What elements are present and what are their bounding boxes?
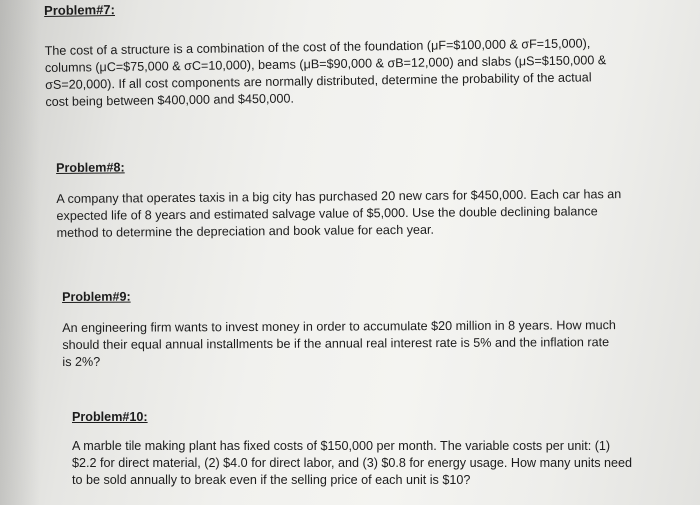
text-line: method to determine the depreciation and book value for each year.: [56, 222, 435, 240]
problem-8: [56, 155, 622, 242]
problem-7-heading: Problem#7:: [44, 2, 116, 18]
problem-9-text: [62, 317, 616, 371]
text-line: should their equal annual installments be if the annual real interest rate is 5% and the inflation rate: [62, 335, 610, 352]
text-line: cost being between $400,000 and $450,000.: [45, 91, 295, 109]
text-line: to be sold annually to break even if the selling price of each unit is $10?: [72, 473, 471, 487]
text-line: columns (μC=$75,000 & σC=10,000), beams (μB=$90,000 & σB=12,000) and slabs (μS=$150,000 &: [44, 53, 607, 75]
problem-10-text: [72, 438, 632, 489]
text-line: The cost of a structure is a combination of the cost of the foundation (μF=$100,000 & σF=15,000),: [44, 36, 591, 58]
text-line: $2.2 for direct material, (2) $4.0 for direct labor, and (3) $0.8 for energy usage. How many units need: [72, 456, 633, 470]
problem-10: [72, 409, 632, 489]
text-line: σS=20,000). If all cost components are normally distributed, determine the probability of the actual: [45, 70, 592, 92]
problem-9: [62, 286, 616, 371]
text-line: A marble tile making plant has fixed costs of $150,000 per month. The variable costs per unit: (1): [72, 439, 611, 453]
problem-8-text: [56, 186, 621, 242]
page-shadow: [0, 0, 40, 505]
problem-7: [44, 0, 607, 111]
text-line: A company that operates taxis in a big city has purchased 20 new cars for $450,000. Each car has an: [56, 187, 622, 206]
text-line: An engineering firm wants to invest money in order to accumulate $20 million in 8 years. How much: [62, 318, 616, 335]
problem-9-heading: Problem#9:: [62, 289, 131, 304]
problem-10-heading: Problem#10:: [72, 410, 148, 424]
problem-8-heading: Problem#8:: [56, 160, 125, 175]
text-line: is 2%?: [62, 354, 101, 369]
problem-7-text: [45, 35, 607, 111]
text-line: expected life of 8 years and estimated salvage value of $5,000. Use the double declining balance: [56, 204, 598, 223]
